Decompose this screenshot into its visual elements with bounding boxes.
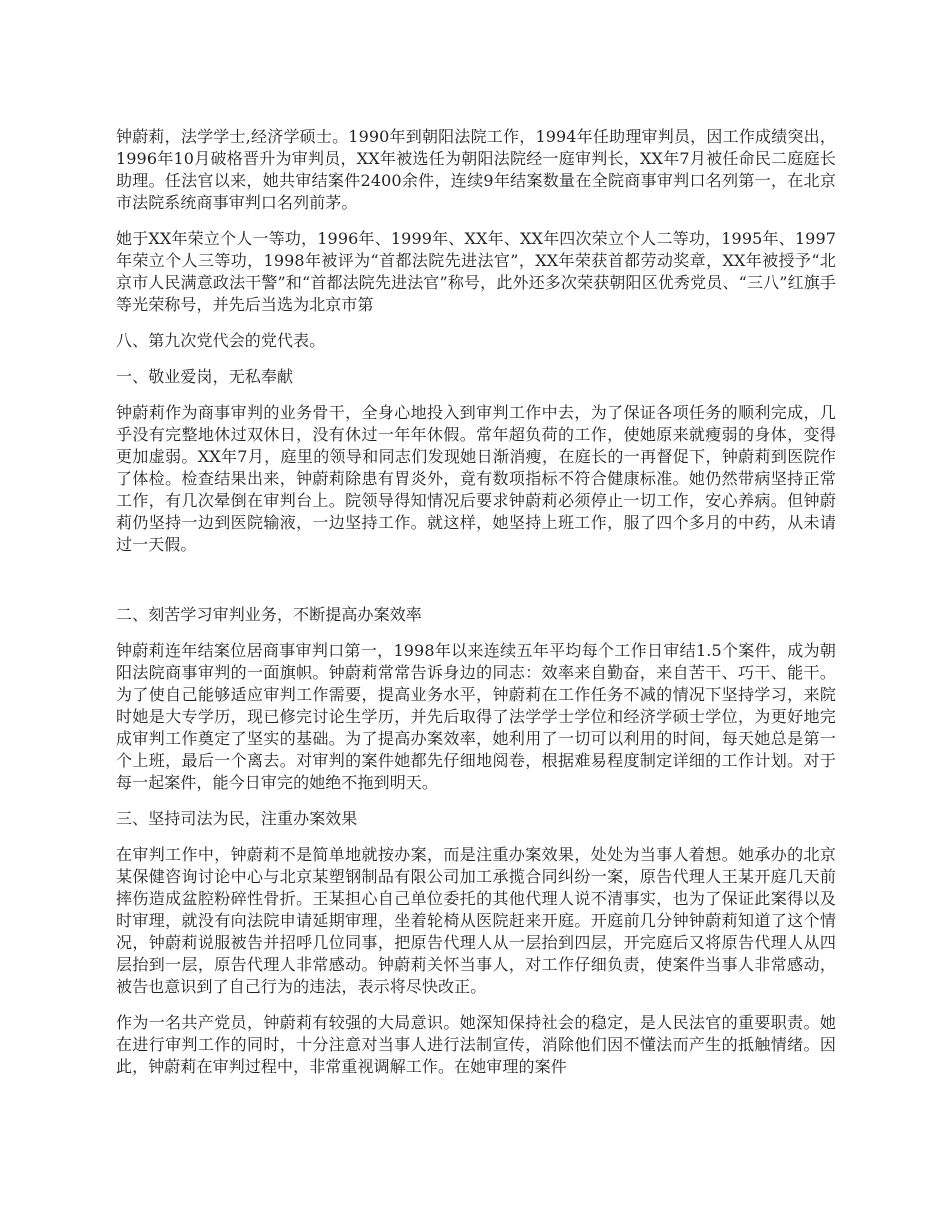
paragraph-honors: 她于XX年荣立个人一等功，1996年、1999年、XX年、XX年四次荣立个人二等功，1995年、1997年荣立个人三等功，1998年被评为“首都法院先进法官”，XX年荣获首都劳动奖章，XX年被授予“北京市人民满意政法干警”和“首都法院先进法官”称号，此外还多次荣获朝阳区优秀党员、“三八”红旗手等光荣称号，并先后当选为北京市第	[116, 229, 836, 314]
section-heading-justice: 三、坚持司法为民，注重办案效果	[116, 809, 358, 828]
document-body	[116, 126, 836, 1092]
section-heading-dedication: 一、敬业爱岗，无私奉献	[116, 367, 294, 386]
paragraph-party-congress: 八、第九次党代会的党代表。	[116, 331, 326, 350]
section-spacer	[116, 570, 836, 604]
paragraph-justice-case: 在审判工作中，钟蔚莉不是简单地就按办案，而是注重办案效果，处处为当事人着想。她承办的北京某保健咨询讨论中心与北京某塑钢制品有限公司加工承揽合同纠纷一案，原告代理人王某开庭几天前摔伤造成盆腔粉碎性骨折。王某担心自己单位委托的其他代理人说不清事实，也为了保证此案得以及时审理，就没有向法院申请延期审理，坐着轮椅从医院赶来开庭。开庭前几分钟钟蔚莉知道了这个情况，钟蔚莉说服被告并招呼几位同事，把原告代理人从一层抬到四层，开完庭后又将原告代理人从四层抬到一层，原告代理人非常感动。钟蔚莉关怀当事人，对工作仔细负责，使案件当事人非常感动，被告也意识到了自己行为的违法，表示将尽快改正。	[116, 845, 836, 996]
paragraph-biography: 钟蔚莉，法学学士,经济学硕士。1990年到朝阳法院工作，1994年任助理审判员，因工作成绩突出，1996年10月破格晋升为审判员，XX年被选任为朝阳法院经一庭审判长，XX年7月被任命民二庭庭长助理。任法官以来，她共审结案件2400余件，连续9年结案数量在全院商事审判口名列第一，在北京市法院系统商事审判口名列前茅。	[116, 127, 836, 212]
section-heading-study: 二、刻苦学习审判业务，不断提高办案效率	[116, 605, 422, 624]
paragraph-dedication: 钟蔚莉作为商事审判的业务骨干，全身心地投入到审判工作中去，为了保证各项任务的顺利完成，几乎没有完整地休过双休日，没有休过一年年休假。常年超负荷的工作，使她原来就瘦弱的身体，变得更加虚弱。XX年7月，庭里的领导和同志们发现她日渐消瘦，在庭长的一再督促下，钟蔚莉到医院作了体检。检查结果出来，钟蔚莉除患有胃炎外，竟有数项指标不符合健康标准。她仍然带病坚持正常工作，有几次晕倒在审判台上。院领导得知情况后要求钟蔚莉必须停止一切工作，安心养病。但钟蔚莉仍坚持一边到医院输液，一边坚持工作。就这样，她坚持上班工作，服了四个多月的中药，从未请过一天假。	[116, 403, 836, 554]
paragraph-study: 钟蔚莉连年结案位居商事审判口第一，1998年以来连续五年平均每个工作日审结1.5个案件，成为朝阳法院商事审判的一面旗帜。钟蔚莉常常告诉身边的同志：效率来自勤奋，来自苦干、巧干、能干。为了使自己能够适应审判工作需要，提高业务水平，钟蔚莉在工作任务不减的情况下坚持学习，来院时她是大专学历，现已修完讨论生学历，并先后取得了法学学士学位和经济学硕士学位，为更好地完成审判工作奠定了坚实的基础。为了提高办案效率，她利用了一切可以利用的时间，每天她总是第一个上班，最后一个离去。对审判的案件她都先仔细地阅卷，根据难易程度制定详细的工作计划。对于每一起案件，能今日审完的她绝不拖到明天。	[116, 641, 836, 792]
paragraph-party-member: 作为一名共产党员，钟蔚莉有较强的大局意识。她深知保持社会的稳定，是人民法官的重要职责。她在进行审判工作的同时，十分注意对当事人进行法制宣传，消除他们因不懂法而产生的抵触情绪。因此，钟蔚莉在审判过程中，非常重视调解工作。在她审理的案件	[116, 1013, 836, 1076]
